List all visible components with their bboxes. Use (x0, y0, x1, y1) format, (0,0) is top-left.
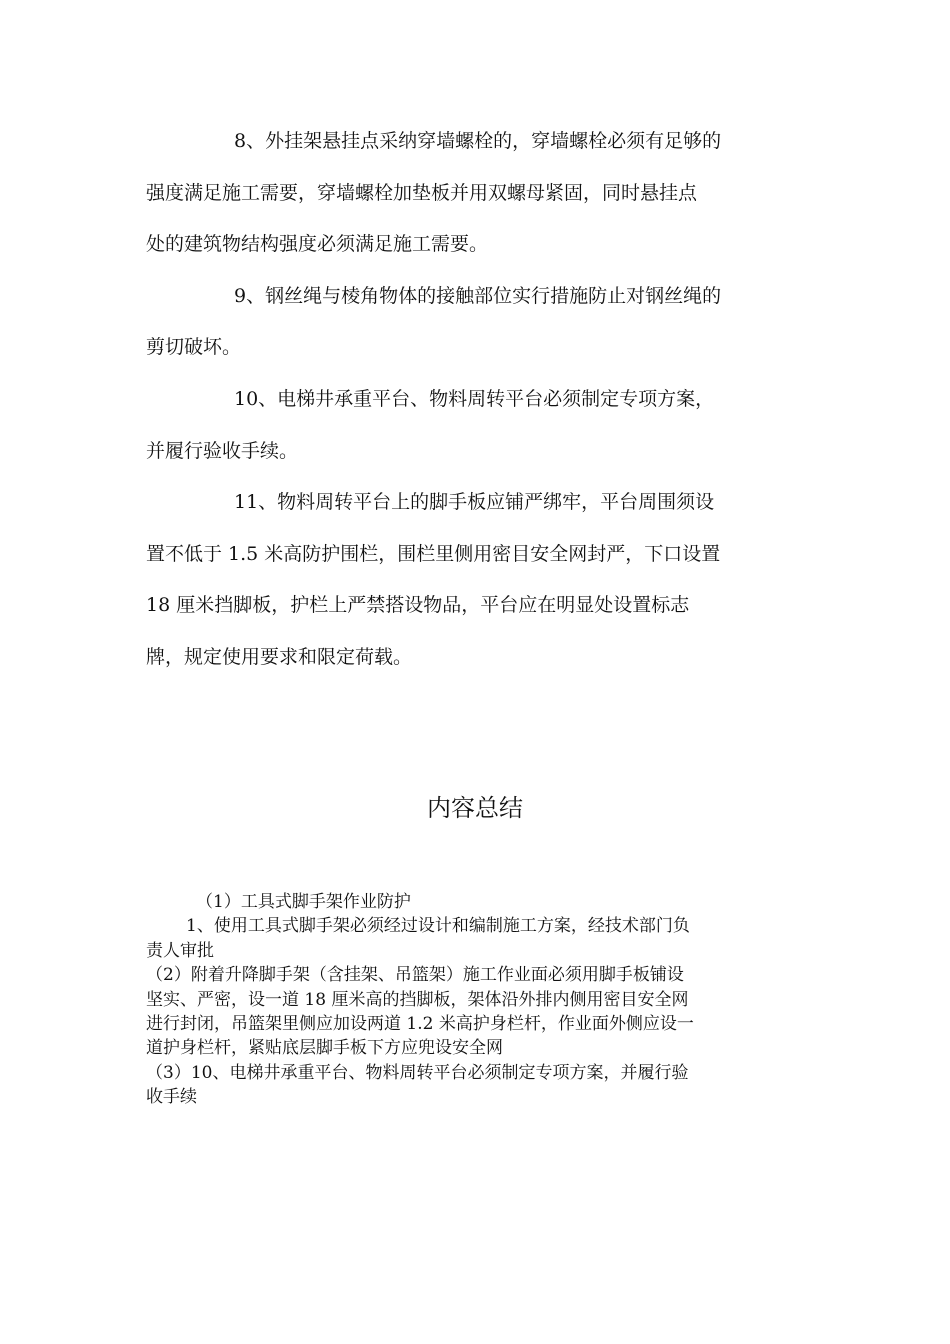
summary-line: 收手续 (146, 1087, 197, 1108)
summary-line: 道护身栏杆，紧贴底层脚手板下方应兜设安全网 (146, 1038, 503, 1059)
summary-line: 1、使用工具式脚手架必须经过设计和编制施工方案，经技术部门负 (186, 916, 690, 937)
paragraph-item-9 (146, 271, 810, 374)
paragraph-item-10 (146, 374, 810, 477)
text-line: 置不低于 1.5 米高防护围栏，围栏里侧用密目安全网封严，下口设置 (146, 542, 721, 565)
text-line: 并履行验收手续。 (146, 439, 299, 462)
paragraph-item-8 (146, 116, 810, 271)
summary-line: （3）10、电梯井承重平台、物料周转平台必须制定专项方案，并履行验 (146, 1062, 689, 1083)
summary-line: 进行封闭，吊篮架里侧应加设两道 1.2 米高护身栏杆，作业面外侧应设一 (146, 1014, 694, 1035)
text-line: 10、电梯井承重平台、物料周转平台必须制定专项方案， (234, 387, 715, 410)
summary-line: 责人审批 (146, 940, 214, 961)
text-line: 强度满足施工需要，穿墙螺栓加垫板并用双螺母紧固，同时悬挂点 (146, 181, 698, 204)
summary-title: 内容总结 (427, 794, 523, 822)
summary-line: 坚实、严密，设一道 18 厘米高的挡脚板，架体沿外排内侧用密目安全网 (146, 989, 689, 1010)
summary-line: （2）附着升降脚手架（含挂架、吊篮架）施工作业面必须用脚手板铺设 (146, 965, 684, 986)
text-line: 牌，规定使用要求和限定荷载。 (146, 645, 413, 668)
text-line: 8、外挂架悬挂点采纳穿墙螺栓的，穿墙螺栓必须有足够的 (234, 130, 722, 152)
body-text (146, 116, 810, 684)
summary-line: （1）工具式脚手架作业防护 (196, 892, 411, 912)
summary-body (146, 890, 810, 1110)
text-line: 11、物料周转平台上的脚手板应铺严绑牢，平台周围须设 (234, 491, 715, 514)
text-line: 9、钢丝绳与棱角物体的接触部位实行措施防止对钢丝绳的 (234, 284, 722, 307)
text-line: 剪切破坏。 (146, 336, 242, 359)
paragraph-item-11 (146, 477, 810, 683)
text-line: 处的建筑物结构强度必须满足施工需要。 (146, 233, 489, 256)
text-line: 18 厘米挡脚板，护栏上严禁搭设物品，平台应在明显处设置标志 (146, 594, 690, 617)
